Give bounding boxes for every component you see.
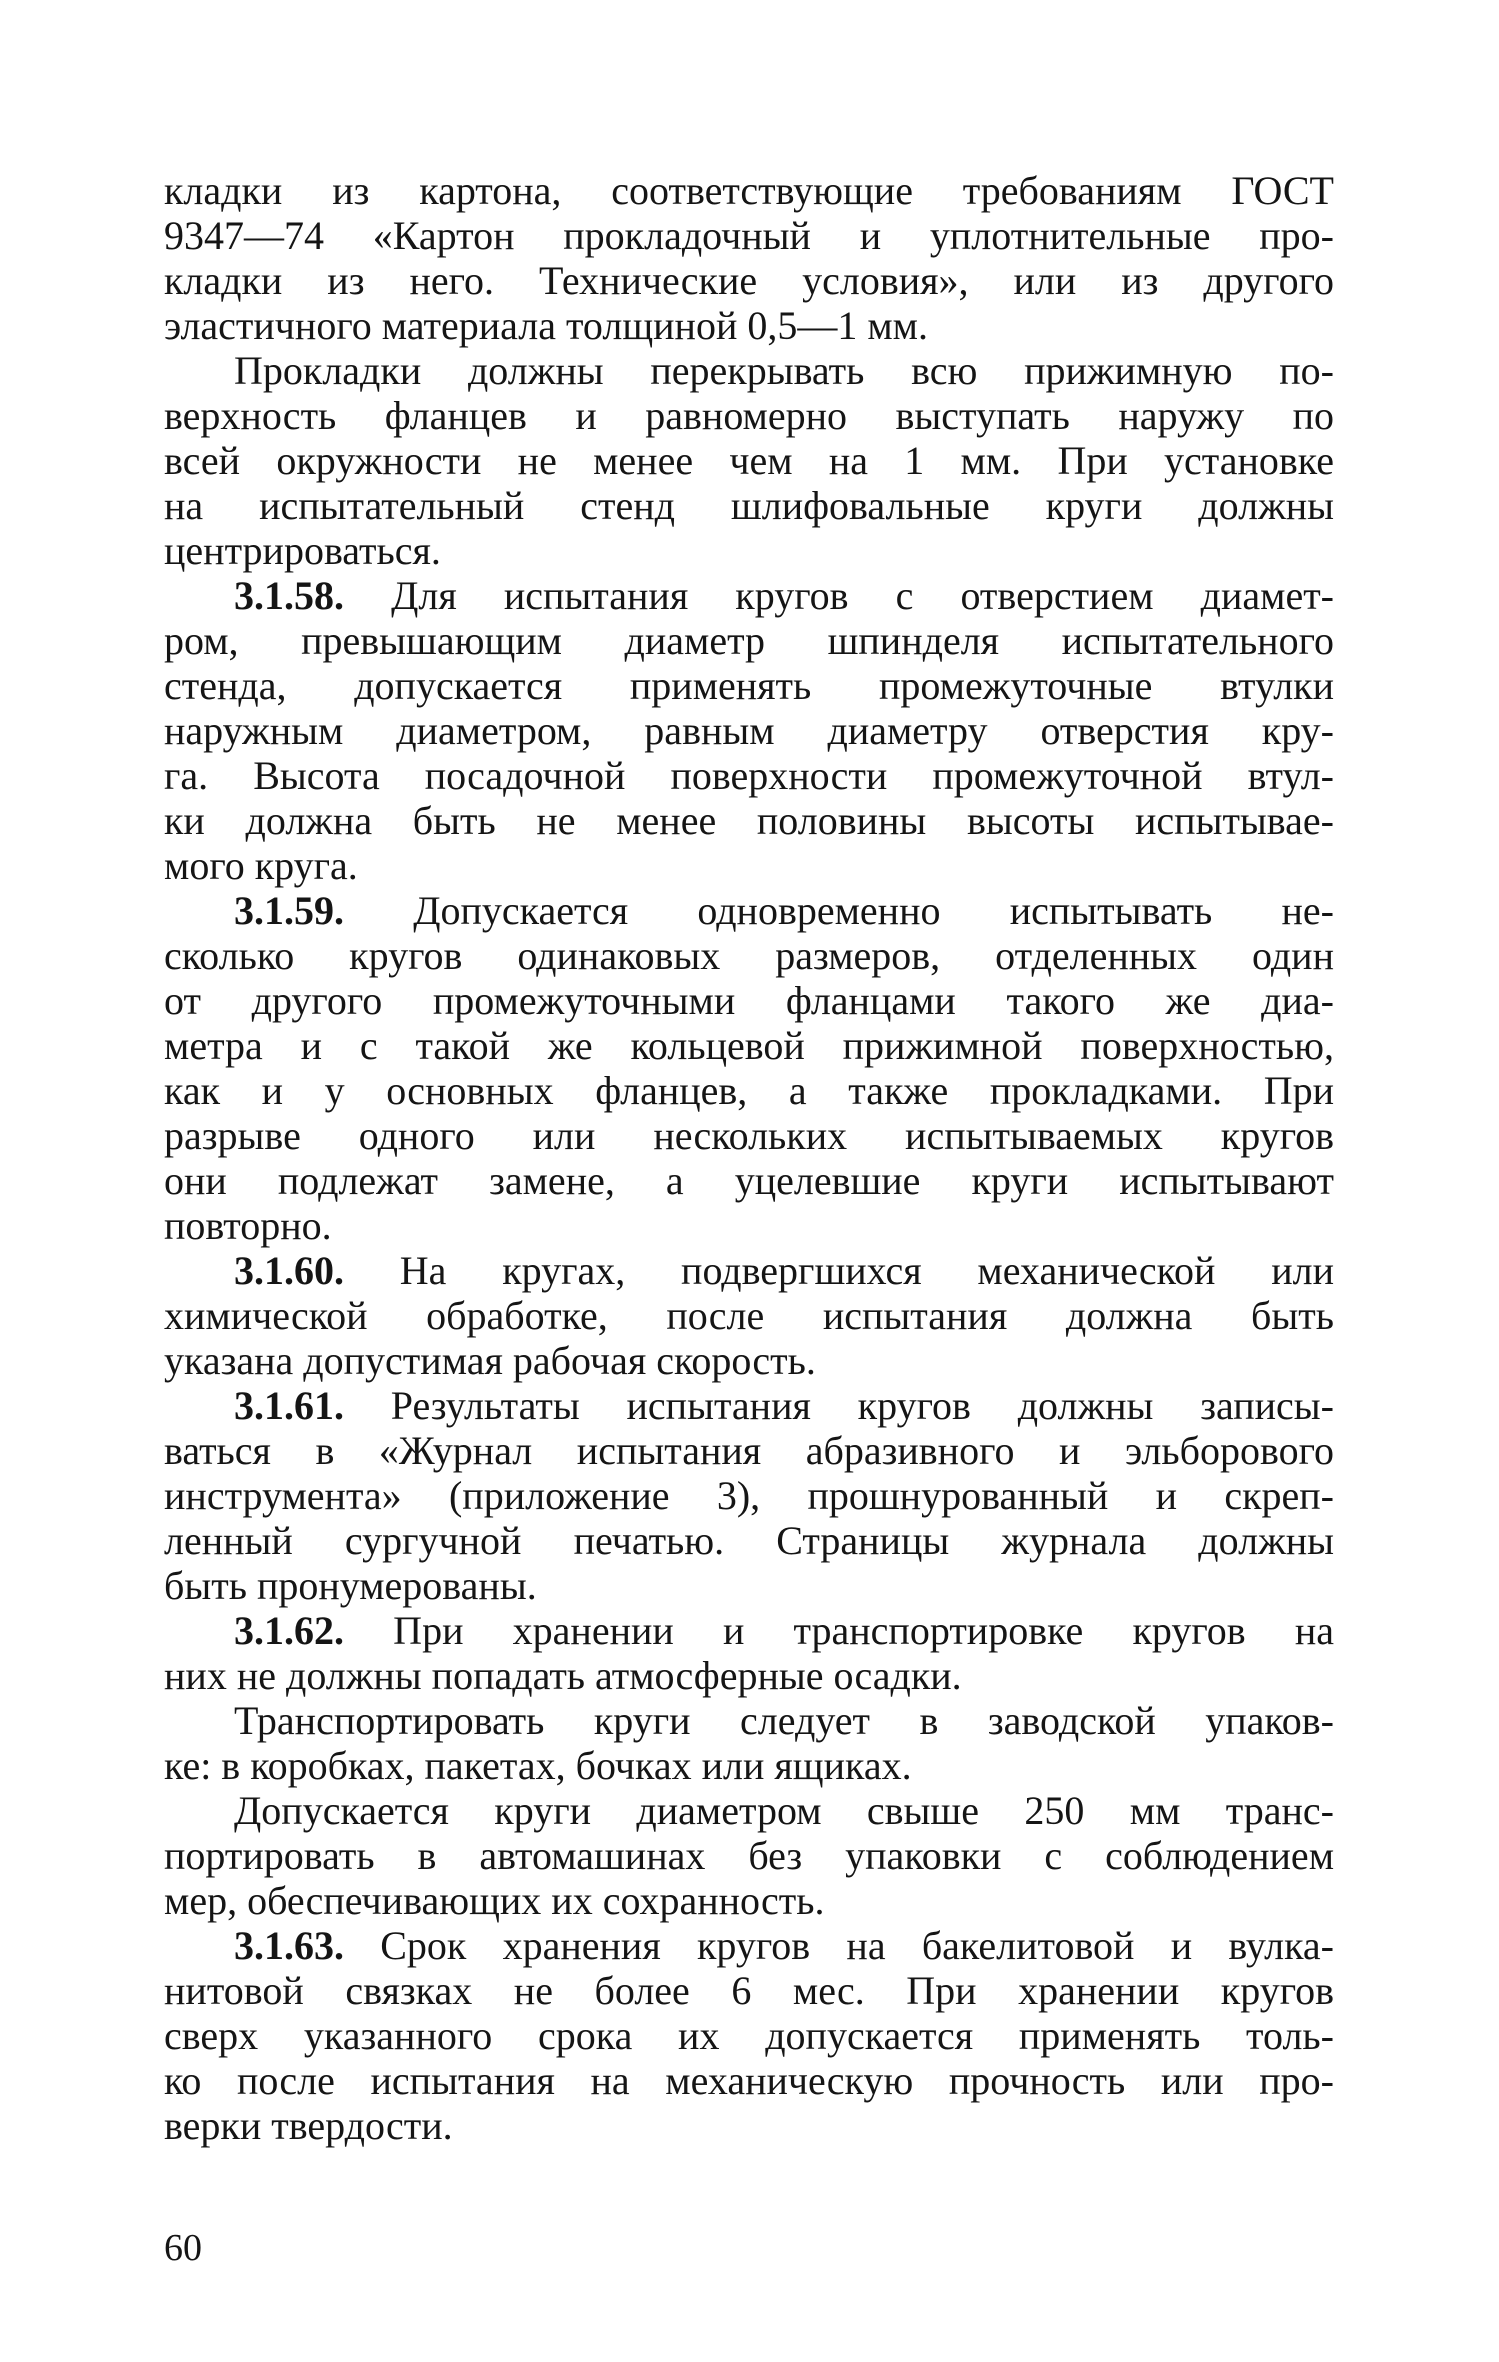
line-text: Для испытания кругов с отверстием диамет-: [344, 573, 1334, 618]
line-text: ки должна быть не менее половины высоты испытывае-: [164, 798, 1334, 843]
text-line: [164, 708, 1334, 753]
line-text: 9347—74 «Картон прокладочный и уплотнительные про-: [164, 213, 1334, 258]
line-text: всей окружности не менее чем на 1 мм. При установке: [164, 438, 1334, 483]
paragraph: [164, 168, 1334, 348]
text-line: [164, 1563, 1334, 1608]
text-line: [164, 1968, 1334, 2013]
line-text: ке: в коробках, пакетах, бочках или ящиках.: [164, 1743, 912, 1788]
line-text: портировать в автомашинах без упаковки с соблюдением: [164, 1833, 1334, 1878]
text-line: [164, 2058, 1334, 2103]
line-text: кладки из картона, соответствующие требованиям ГОСТ: [164, 168, 1334, 213]
text-line: [164, 1023, 1334, 1068]
text-line: [164, 798, 1334, 843]
line-text: ваться в «Журнал испытания абразивного и эльборового: [164, 1428, 1334, 1473]
line-text: указана допустимая рабочая скорость.: [164, 1338, 816, 1383]
line-text: ленный сургучной печатью. Страницы журнала должны: [164, 1518, 1334, 1563]
text-line: [164, 1698, 1334, 1743]
line-text: на испытательный стенд шлифовальные круги должны: [164, 483, 1334, 528]
text-line: [164, 573, 1334, 618]
text-line: [164, 663, 1334, 708]
text-line: [164, 1923, 1334, 1968]
text-line: [164, 258, 1334, 303]
paragraph: [164, 1923, 1334, 2148]
line-text: центрироваться.: [164, 528, 441, 573]
line-text: разрыве одного или нескольких испытываемых кругов: [164, 1113, 1334, 1158]
text-line: [164, 348, 1334, 393]
paragraph: [164, 888, 1334, 1248]
line-text: инструмента» (приложение 3), прошнурованный и скреп-: [164, 1473, 1334, 1518]
text-line: [164, 1203, 1334, 1248]
text-line: [164, 1293, 1334, 1338]
paragraph: [164, 1698, 1334, 1788]
text-line: [164, 1608, 1334, 1653]
text-line: [164, 1743, 1334, 1788]
line-text: них не должны попадать атмосферные осадки.: [164, 1653, 962, 1698]
text-line: [164, 1338, 1334, 1383]
text-line: [164, 1473, 1334, 1518]
clause-number: 3.1.60.: [234, 1248, 344, 1293]
line-text: от другого промежуточными фланцами такого же диа-: [164, 978, 1334, 1023]
line-text: сверх указанного срока их допускается применять толь-: [164, 2013, 1334, 2058]
paragraph: [164, 1788, 1334, 1923]
text-line: [164, 933, 1334, 978]
document-page: [164, 168, 1334, 2318]
paragraph: [164, 1608, 1334, 1698]
line-text: га. Высота посадочной поверхности промежуточной втул-: [164, 753, 1334, 798]
line-text: мер, обеспечивающих их сохранность.: [164, 1878, 825, 1923]
clause-number: 3.1.61.: [234, 1383, 344, 1428]
paragraph: [164, 1383, 1334, 1608]
text-line: [164, 1068, 1334, 1113]
text-line: [164, 888, 1334, 933]
clause-number: 3.1.59.: [234, 888, 344, 933]
line-text: кладки из него. Технические условия», или из другого: [164, 258, 1334, 303]
line-text: химической обработке, после испытания должна быть: [164, 1293, 1334, 1338]
text-line: [164, 528, 1334, 573]
body-text: [164, 168, 1334, 2148]
line-text: Результаты испытания кругов должны записы-: [344, 1383, 1334, 1428]
text-line: [164, 753, 1334, 798]
text-line: [164, 1113, 1334, 1158]
text-line: [164, 393, 1334, 438]
line-text: Допускается одновременно испытывать не-: [344, 888, 1334, 933]
text-line: [164, 1518, 1334, 1563]
line-text: метра и с такой же кольцевой прижимной поверхностью,: [164, 1023, 1334, 1068]
line-text: сколько кругов одинаковых размеров, отделенных один: [164, 933, 1334, 978]
text-line: [164, 1383, 1334, 1428]
text-line: [164, 168, 1334, 213]
line-text: ром, превышающим диаметр шпинделя испытательного: [164, 618, 1334, 663]
paragraph: [164, 573, 1334, 888]
text-line: [164, 213, 1334, 258]
line-text: Прокладки должны перекрывать всю прижимную по-: [234, 348, 1334, 393]
line-text: верхность фланцев и равномерно выступать наружу по: [164, 393, 1334, 438]
line-text: ко после испытания на механическую прочность или про-: [164, 2058, 1334, 2103]
line-text: они подлежат замене, а уцелевшие круги испытывают: [164, 1158, 1334, 1203]
line-text: мого круга.: [164, 843, 358, 888]
text-line: [164, 483, 1334, 528]
text-line: [164, 438, 1334, 483]
line-text: стенда, допускается применять промежуточные втулки: [164, 663, 1334, 708]
clause-number: 3.1.62.: [234, 1608, 344, 1653]
text-line: [164, 1878, 1334, 1923]
text-line: [164, 1653, 1334, 1698]
line-text: Допускается круги диаметром свыше 250 мм транс-: [234, 1788, 1334, 1833]
text-line: [164, 1428, 1334, 1473]
text-line: [164, 1248, 1334, 1293]
line-text: верки твердости.: [164, 2103, 453, 2148]
page-number: 60: [164, 2227, 202, 2269]
text-line: [164, 1788, 1334, 1833]
text-line: [164, 1833, 1334, 1878]
clause-number: 3.1.58.: [234, 573, 344, 618]
line-text: эластичного материала толщиной 0,5—1 мм.: [164, 303, 928, 348]
text-line: [164, 2013, 1334, 2058]
text-line: [164, 2103, 1334, 2148]
line-text: нитовой связках не более 6 мес. При хранении кругов: [164, 1968, 1334, 2013]
paragraph: [164, 348, 1334, 573]
text-line: [164, 978, 1334, 1023]
line-text: На кругах, подвергшихся механической или: [344, 1248, 1334, 1293]
line-text: При хранении и транспортировке кругов на: [344, 1608, 1334, 1653]
text-line: [164, 843, 1334, 888]
line-text: повторно.: [164, 1203, 332, 1248]
line-text: как и у основных фланцев, а также прокладками. При: [164, 1068, 1334, 1113]
line-text: Транспортировать круги следует в заводской упаков-: [234, 1698, 1334, 1743]
text-line: [164, 303, 1334, 348]
line-text: быть пронумерованы.: [164, 1563, 537, 1608]
text-line: [164, 1158, 1334, 1203]
clause-number: 3.1.63.: [234, 1923, 344, 1968]
line-text: Срок хранения кругов на бакелитовой и вулка-: [344, 1923, 1334, 1968]
paragraph: [164, 1248, 1334, 1383]
text-line: [164, 618, 1334, 663]
line-text: наружным диаметром, равным диаметру отверстия кру-: [164, 708, 1334, 753]
